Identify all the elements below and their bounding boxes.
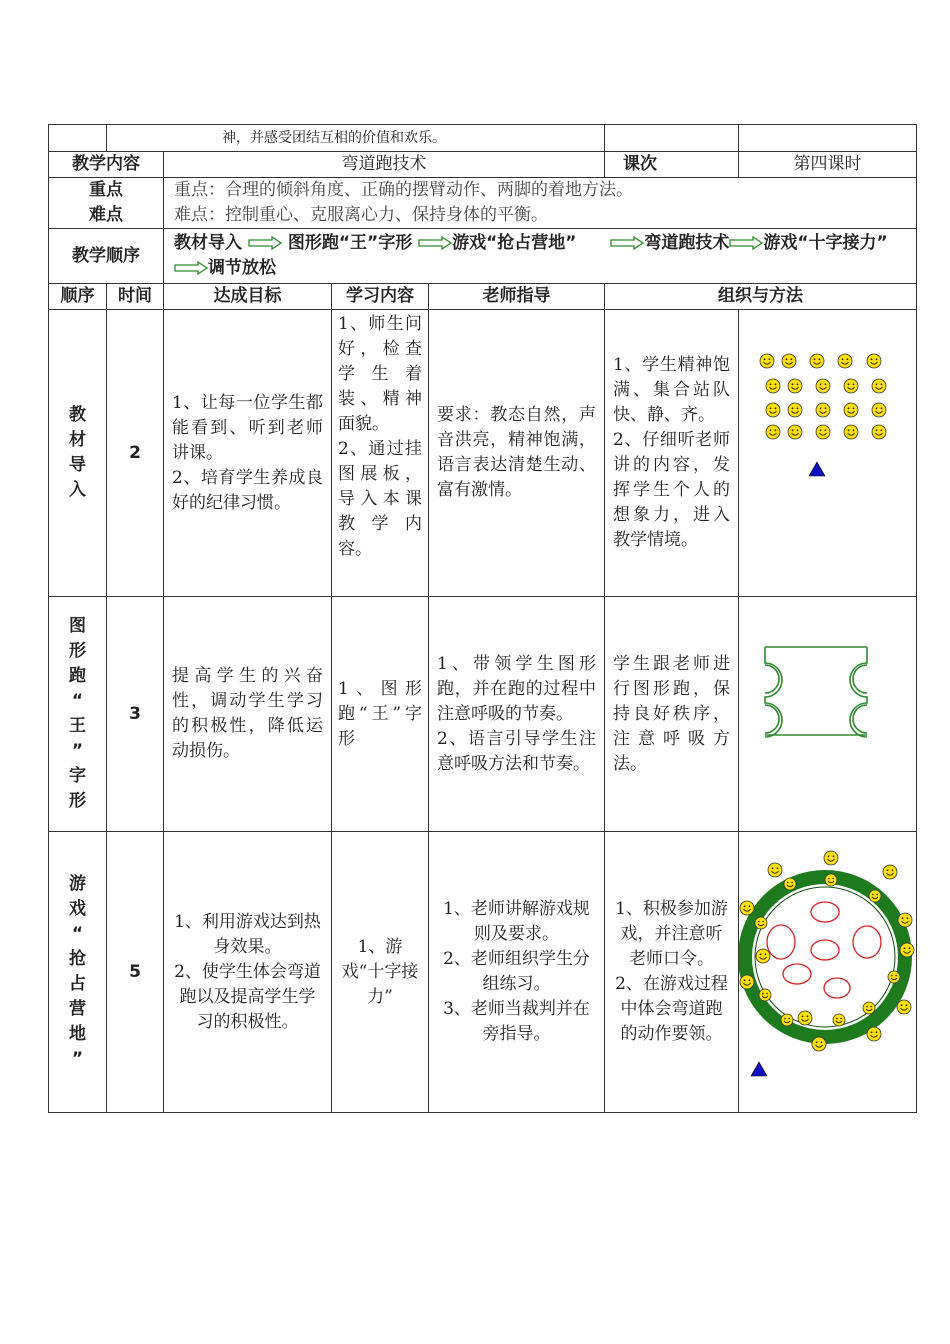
section-char: “ [71,691,84,711]
sequence-step: 调节放松 [208,258,276,278]
student-icon [824,851,838,865]
teacher-icon [809,462,825,476]
content-label: 教学内容 [49,152,164,178]
path-inner-curve [765,705,779,733]
method-cell [605,310,739,597]
section-char: ” [71,1049,84,1069]
sequence-step: 游戏“抢占营地” [452,233,577,253]
section-cell [49,310,107,597]
content-cell [332,597,429,832]
student-icon [825,874,837,886]
student-icon [863,1002,875,1014]
key-point-text: 重点：合理的倾斜角度、正确的摆臂动作、两脚的着地方法。 [174,180,633,200]
diagram-cell [739,832,917,1113]
top-blank-cell-1 [49,125,107,152]
student-icon [740,975,754,989]
sequence-step: 图形跑“王”字形 [287,233,413,253]
camp-game-diagram [739,832,915,1104]
student-icon [788,403,802,417]
guide-cell [429,832,605,1113]
student-icon [755,917,767,929]
student-icon [782,354,796,368]
student-icon [844,425,858,439]
time-cell: 2 [107,310,164,597]
section-char: 跑 [69,666,86,686]
student-icon [812,1037,826,1051]
sequence-step: 游戏“十字接力” [763,233,888,253]
section-char: 材 [69,430,86,450]
top-blank-cell-2 [605,125,739,152]
student-icon [810,354,824,368]
section-char: “ [71,924,84,944]
lesson-label-text: 课次 [623,154,657,174]
top-row-label: 神，并感受团结互相的价值和欢乐。 [222,129,446,146]
student-icon [759,989,771,1001]
student-icon [867,354,881,368]
col-header: 组织与方法 [605,284,917,310]
lesson-plan-table [48,124,916,1113]
student-icon [867,1027,881,1041]
guide-cell [429,310,605,597]
goal-text: 1、让每一位学生都能看到、听到老师讲课。 2、培育学生养成良好的纪律习惯。 [172,392,323,513]
col-header: 顺序 [49,284,107,310]
student-icon [838,354,852,368]
section-char: ” [71,741,84,761]
col-header: 老师指导 [429,284,605,310]
col-header: 时间 [107,284,164,310]
student-icon [872,425,886,439]
student-icon [766,379,780,393]
path-inner-curve [853,665,867,693]
section-char: 导 [69,455,86,475]
content-cell [332,310,429,597]
content-cell [332,832,429,1113]
wang-shape-diagram [739,597,915,823]
top-blank-cell-3 [739,125,917,152]
method-cell [605,832,739,1113]
lesson-value: 第四课时 [739,152,917,178]
section-char: 字 [69,766,86,786]
arrow-icon [610,236,644,250]
goal-cell [164,597,332,832]
student-icon [756,949,770,963]
content-value: 弯道跑技术 [164,152,605,178]
sequence-step: 弯道跑技术 [644,233,730,253]
diagram-cell [739,310,917,597]
guide-text: 1、老师讲解游戏规则及要求。 2、老师组织学生分组练习。 3、老师当裁判并在旁指导。 [443,899,590,1044]
focus-label-difficulty: 难点 [89,205,123,225]
section-char: 入 [69,480,86,500]
goal-cell [164,832,332,1113]
student-icon [781,1014,793,1026]
student-icon [798,1011,812,1025]
goal-text: 1、利用游戏达到热身效果。 2、使学生体会弯道跑以及提高学生学习的积极性。 [174,911,321,1032]
top-row-text [107,125,605,152]
time-cell: 5 [107,832,164,1113]
section-char: 图 [69,616,86,636]
student-icon [844,403,858,417]
section-cell [49,832,107,1113]
student-icon [900,943,914,957]
content-text: 1、游戏“十字接力” [341,936,419,1007]
path-inner-curve [765,665,779,693]
student-icon [816,379,830,393]
section-char: 抢 [69,949,86,969]
student-icon [768,863,782,877]
section-char: 形 [69,791,86,811]
student-icon [897,1000,911,1014]
lesson-label [605,152,739,178]
col-header: 达成目标 [164,284,332,310]
student-icon [883,865,897,879]
formation-diagram [739,310,915,588]
section-char: 营 [69,999,86,1019]
guide-cell [429,597,605,832]
student-icon [844,379,858,393]
sequence-label: 教学顺序 [49,229,164,284]
method-text: 学生跟老师进行图形跑，保持良好秩序，注意呼吸方法。 [613,653,730,774]
student-icon [788,379,802,393]
section-char: 占 [69,974,86,994]
focus-label [49,178,164,229]
path-inner-curve [853,705,867,733]
section-char: 戏 [69,899,86,919]
student-icon [766,403,780,417]
student-icon [766,425,780,439]
student-icon [784,878,796,890]
arrow-icon [248,236,282,250]
student-icon [833,1014,845,1026]
section-char: 地 [69,1024,86,1044]
method-text: 1、学生精神饱满、集合站队快、静、齐。 2、仔细听老师讲的内容，发挥学生个人的想象力，进入教学情境。 [613,355,730,550]
sequence-step: 教材导入 [174,233,242,253]
guide-text: 要求：教态自然，声音洪亮，精神饱满，语言表达清楚生动、富有激情。 [437,405,596,500]
method-text: 1、积极参加游戏，并注意听老师口令。 2、在游戏过程中体会弯道跑的动作要领。 [615,899,728,1044]
content-text: 1、图形跑“王”字形 [338,678,422,749]
sequence-steps [164,229,917,284]
section-char: 游 [69,874,86,894]
section-char: 王 [69,716,86,736]
goal-cell [164,310,332,597]
diagram-cell [739,597,917,832]
student-icon [869,890,881,902]
focus-label-key: 重点 [89,180,123,200]
guide-text: 1、带领学生图形跑，并在跑的过程中注意呼吸的节奏。 2、语言引导学生注意呼吸方法和节奏。 [437,653,596,774]
goal-text: 提高学生的兴奋性，调动学生学习的积极性，降低运动损伤。 [172,666,323,761]
student-icon [788,425,802,439]
focus-content [164,178,917,229]
student-icon [872,379,886,393]
difficulty-text: 难点：控制重心、克服离心力、保持身体的平衡。 [174,205,548,225]
arrow-icon [174,261,208,275]
arrow-icon [418,236,452,250]
section-cell [49,597,107,832]
method-cell [605,597,739,832]
arrow-icon [729,236,763,250]
content-text: 1、师生问好，检查学生着装、精神面貌。 2、通过挂图展板，导入本课教学内容。 [338,314,422,559]
section-char: 形 [69,641,86,661]
student-icon [740,901,754,915]
student-icon [816,425,830,439]
teacher-icon [751,1062,767,1076]
student-icon [872,403,886,417]
col-header: 学习内容 [332,284,429,310]
student-icon [898,913,912,927]
student-icon [760,354,774,368]
student-icon [888,971,900,983]
time-cell: 3 [107,597,164,832]
student-icon [816,403,830,417]
section-char: 教 [69,405,86,425]
